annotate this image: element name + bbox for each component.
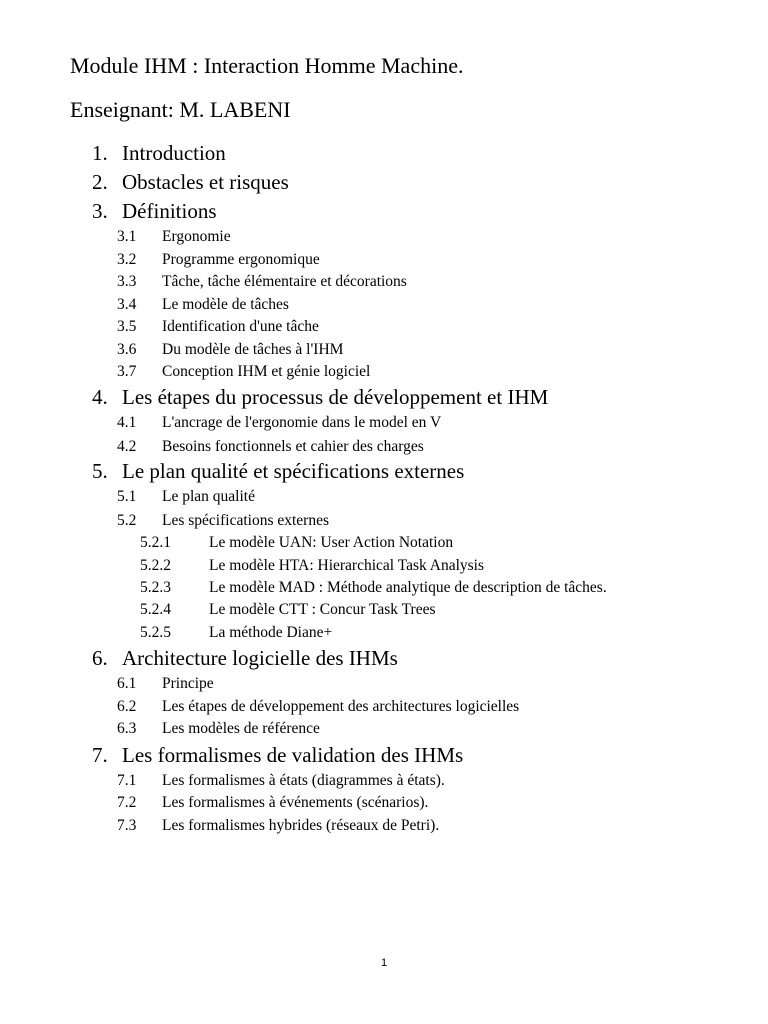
toc-entry-number: 1.: [92, 141, 108, 165]
toc-entry-label: Architecture logicielle des IHMs: [122, 646, 398, 670]
toc-entry-number: 4.2: [117, 438, 137, 455]
toc-entry-label: Le modèle HTA: Hierarchical Task Analysis: [209, 557, 485, 574]
toc-entry-number: 6.3: [117, 720, 137, 737]
toc-entry-number: 4.: [92, 385, 108, 409]
teacher-name: Enseignant: M. LABENI: [70, 97, 291, 122]
toc-entry-number: 5.2.5: [140, 624, 171, 641]
toc-entry-label: Ergonomie: [162, 228, 231, 245]
toc-entry-number: 7.3: [117, 817, 137, 834]
toc-entry-label: Le modèle UAN: User Action Notation: [209, 534, 454, 551]
toc-entry-label: Du modèle de tâches à l'IHM: [162, 341, 344, 358]
toc-entry-number: 6.: [92, 646, 108, 670]
toc-entry-label: Le plan qualité: [162, 488, 255, 505]
toc-entry-label: La méthode Diane+: [209, 624, 333, 641]
toc-entry-number: 3.5: [117, 318, 137, 335]
toc-entry-label: Les modèles de référence: [162, 720, 320, 737]
toc-entry-label: Le modèle CTT : Concur Task Trees: [209, 601, 436, 618]
toc-entry-number: 5.: [92, 459, 108, 483]
toc-entry-number: 7.: [92, 743, 108, 767]
toc-entry-label: Le modèle MAD : Méthode analytique de description de tâches.: [209, 579, 607, 596]
toc-entry-number: 4.1: [117, 414, 137, 431]
toc-entry-number: 6.2: [117, 698, 137, 715]
toc-entry-number: 5.2.1: [140, 534, 171, 551]
toc-entry-number: 5.2: [117, 512, 137, 529]
toc-entry-number: 3.2: [117, 251, 137, 268]
toc-entry-label: L'ancrage de l'ergonomie dans le model en V: [162, 414, 442, 431]
toc-entry-number: 3.7: [117, 363, 137, 380]
toc-entry-label: Introduction: [122, 141, 226, 165]
module-title: Module IHM : Interaction Homme Machine.: [70, 53, 464, 78]
toc-entry-number: 6.1: [117, 675, 137, 692]
toc-entry-number: 3.6: [117, 341, 137, 358]
page-number: 1: [380, 957, 388, 969]
toc-entry-number: 3.: [92, 199, 108, 223]
toc-entry-number: 3.3: [117, 273, 137, 290]
toc-entry-number: 3.4: [117, 296, 137, 313]
toc-entry-label: Définitions: [122, 199, 217, 223]
toc-entry-label: Les formalismes à événements (scénarios).: [162, 794, 429, 811]
toc-entry-label: Le plan qualité et spécifications externes: [122, 459, 465, 483]
toc-entry-number: 3.1: [117, 228, 137, 245]
toc-entry-number: 5.2.4: [140, 601, 171, 618]
toc-entry-label: Le modèle de tâches: [162, 296, 289, 313]
toc-entry-label: Obstacles et risques: [122, 170, 289, 194]
toc-entry-number: 7.2: [117, 794, 137, 811]
toc-entry-label: Conception IHM et génie logiciel: [162, 363, 371, 380]
toc-entry-label: Les spécifications externes: [162, 512, 329, 529]
toc-entry-number: 5.2.3: [140, 579, 171, 596]
toc-entry-label: Principe: [162, 675, 214, 692]
toc-entry-label: Besoins fonctionnels et cahier des charges: [162, 438, 424, 455]
toc-entry-number: 5.2.2: [140, 557, 171, 574]
toc-entry-label: Les étapes de développement des architectures logicielles: [162, 698, 520, 715]
toc-entry-number: 7.1: [117, 772, 137, 789]
toc-entry-label: Identification d'une tâche: [162, 318, 319, 335]
toc-entry-label: Tâche, tâche élémentaire et décorations: [162, 273, 407, 290]
toc-entry-label: Les étapes du processus de développement et IHM: [122, 385, 549, 409]
toc-entry-label: Les formalismes hybrides (réseaux de Petri).: [162, 817, 440, 834]
toc-entry-label: Les formalismes de validation des IHMs: [122, 743, 464, 767]
toc-entry-label: Programme ergonomique: [162, 251, 320, 268]
toc-entry-number: 5.1: [117, 488, 137, 505]
toc-entry-number: 2.: [92, 170, 108, 194]
toc-entry-label: Les formalismes à états (diagrammes à états).: [162, 772, 445, 789]
